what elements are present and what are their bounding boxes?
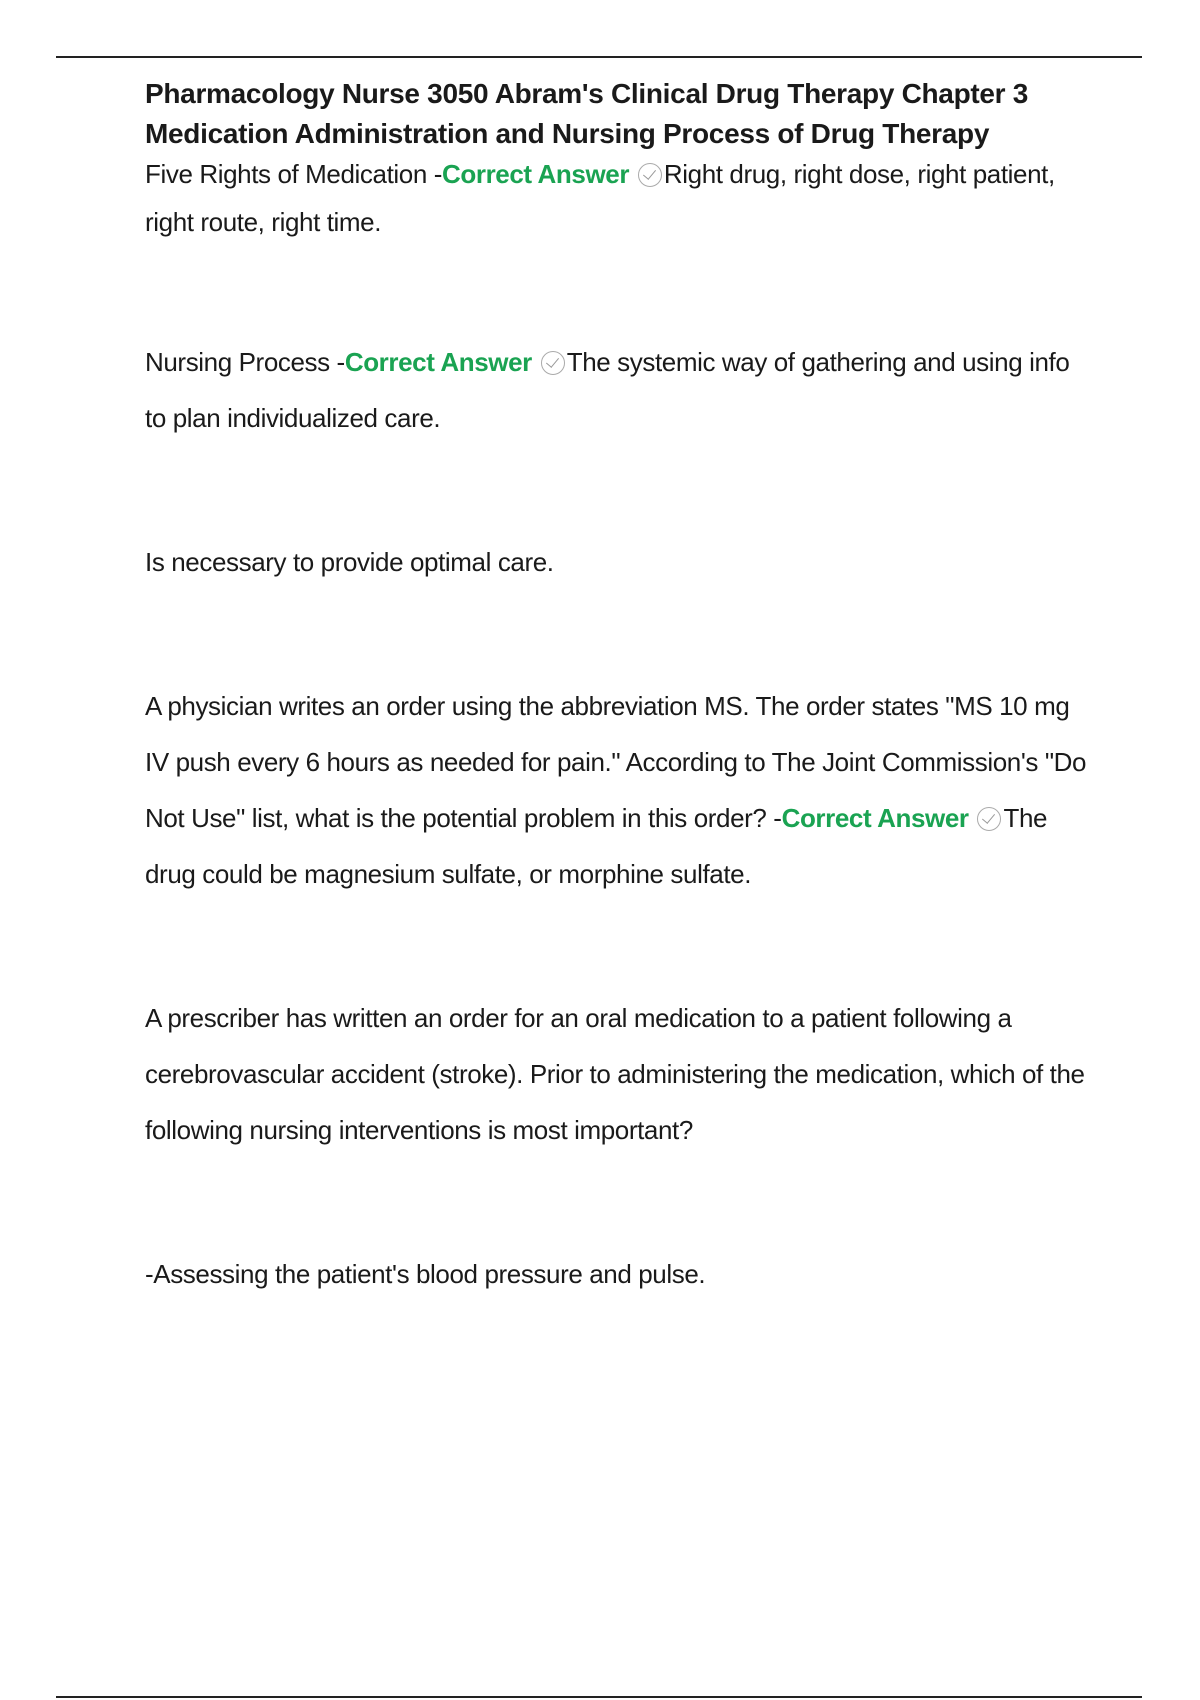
answer-text: The drug could be magnesium sulfate, or morphine sulfate. xyxy=(145,803,1048,889)
correct-answer-label: Correct Answer xyxy=(344,347,532,377)
document-title: Pharmacology Nurse 3050 Abram's Clinical Drug Therapy Chapter 3 Medication Administration and Nursing Process of Drug Therapy xyxy=(145,78,1029,149)
text-item: Is necessary to provide optimal care. xyxy=(145,547,554,577)
bottom-rule xyxy=(56,1696,1142,1698)
correct-answer-label: Correct Answer xyxy=(781,803,969,833)
question-text: A physician writes an order using the abbreviation MS. The order states "MS 10 mg IV push every 6 hours as needed for pain." According to The Joint Commission's "Do Not Use" list, what is the potential problem in this order? - xyxy=(145,691,1087,833)
answer-text: The systemic way of gathering and using info to plan individualized care. xyxy=(145,347,1070,433)
correct-answer-label: Correct Answer xyxy=(442,159,630,189)
document-body xyxy=(145,74,1090,1302)
qa-item xyxy=(145,150,1090,246)
answer-text: Right drug, right dose, right patient, right route, right time. xyxy=(145,159,1055,237)
question-text: Five Rights of Medication - xyxy=(145,159,442,189)
text-item: A prescriber has written an order for an oral medication to a patient following a cerebrovascular accident (stroke). Prior to administering the medication, which of the following nursing interventions is most important? xyxy=(145,1003,1085,1145)
qa-item xyxy=(145,334,1090,446)
question-text: Nursing Process - xyxy=(145,347,345,377)
check-circle-icon xyxy=(541,351,565,375)
check-circle-icon xyxy=(638,163,662,187)
text-item: -Assessing the patient's blood pressure and pulse. xyxy=(145,1259,706,1289)
check-circle-icon xyxy=(977,807,1001,831)
qa-item xyxy=(145,678,1090,902)
top-rule xyxy=(56,56,1142,58)
